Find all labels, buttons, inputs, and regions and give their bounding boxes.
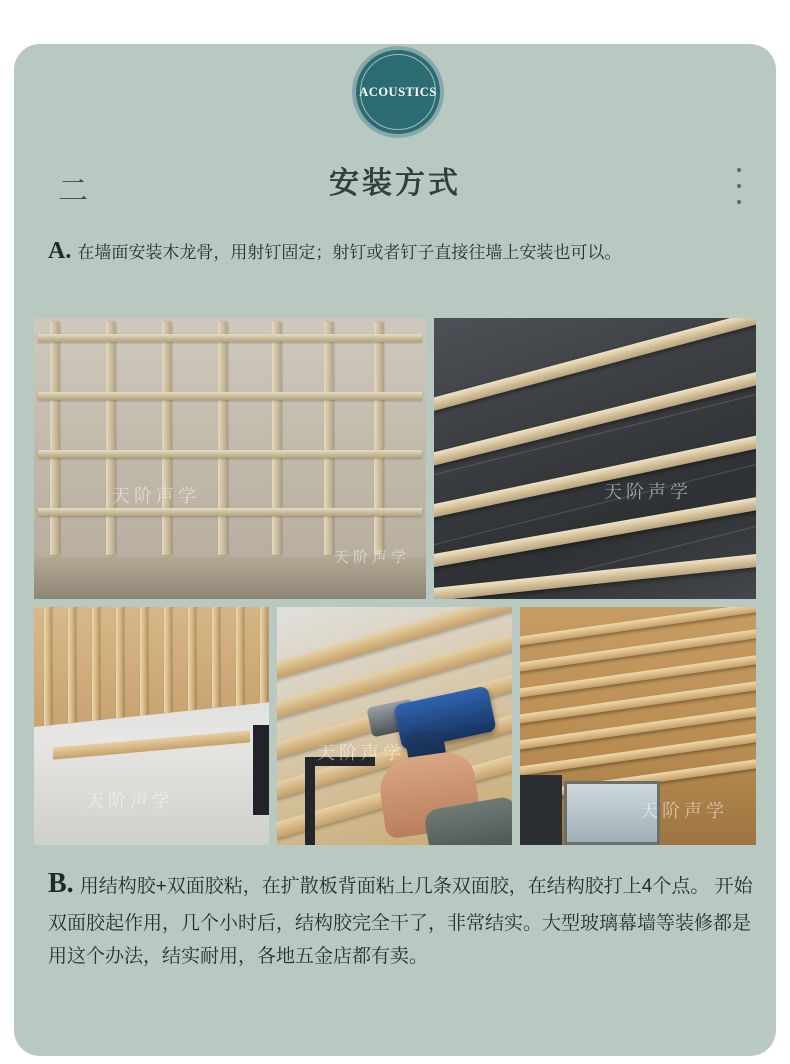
photo-watermark: 天阶声学 bbox=[112, 486, 200, 506]
step-b-paragraph bbox=[48, 860, 754, 974]
step-b-label: B. bbox=[48, 868, 74, 899]
photo-drill-in-hand bbox=[277, 607, 512, 845]
section-number: 二 bbox=[58, 175, 90, 208]
page-title: 安装方式 bbox=[329, 167, 461, 200]
step-b-text: 用结构胶+双面胶粘，在扩散板背面粘上几条双面胶，在结构胶打上4个点。 开始双面胶起作用，几个小时后，结构胶完全干了，非常结实。大型玻璃幕墙等装修都是用这个办法，结实耐用，各地五金店都有卖。 bbox=[48, 876, 753, 967]
photo-dark-ceiling-battens bbox=[434, 318, 756, 599]
photo-white-wall-wood-ceiling bbox=[34, 607, 269, 845]
photo-ceiling-grid bbox=[520, 607, 756, 845]
photo-watermark: 天阶声学 bbox=[86, 791, 174, 811]
photo-stud-wall bbox=[34, 318, 426, 599]
vertical-dots-icon bbox=[736, 168, 742, 204]
step-a-label: A. bbox=[48, 238, 72, 264]
badge-label: ACOUSTICS bbox=[359, 84, 437, 99]
photo-watermark: 天阶声学 bbox=[640, 801, 728, 821]
badge-ring bbox=[360, 54, 436, 130]
section-header bbox=[14, 152, 776, 222]
acoustics-badge bbox=[352, 46, 444, 138]
photo-watermark: 天阶声学 bbox=[334, 550, 411, 566]
step-a-paragraph bbox=[48, 232, 748, 271]
photo-watermark: 天阶声学 bbox=[317, 743, 405, 763]
photo-watermark: 天阶声学 bbox=[604, 482, 692, 502]
step-a-text: 在墙面安装木龙骨，用射钉固定；射钉或者钉子直接往墙上安装也可以。 bbox=[77, 243, 622, 262]
